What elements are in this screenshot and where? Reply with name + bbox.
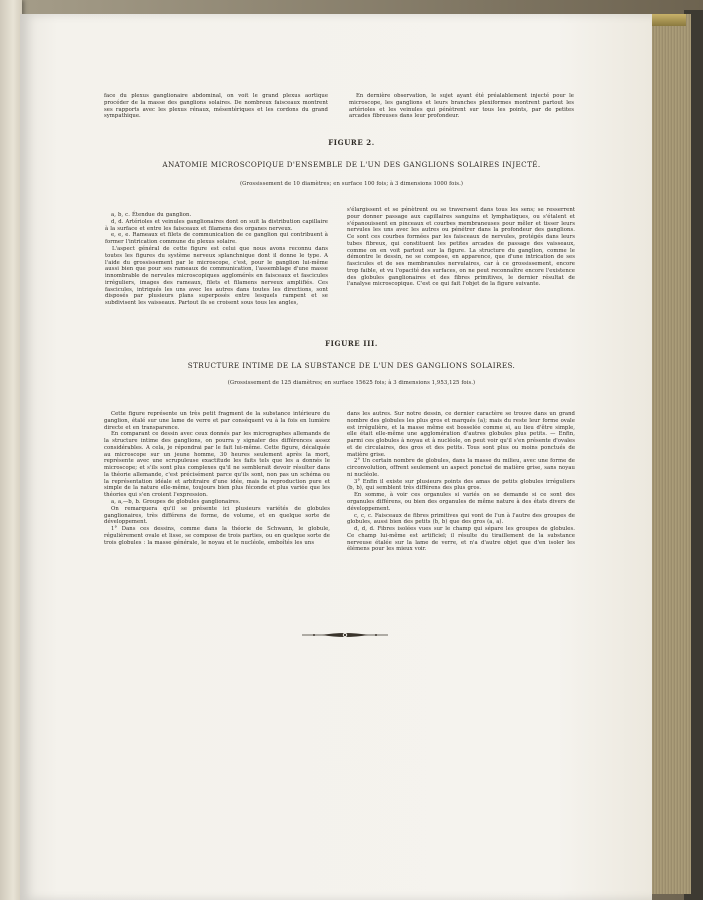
- legend-item: e, e, e. Rameaux et filets de communication de ce ganglion qui contribuent à former l'intrication commune du plexus solaire.: [105, 232, 328, 246]
- paragraph: face du plexus ganglionaire abdominal, on voit le grand plexus aortique procéder de la masse des ganglions solaires. De nombreux faisceaux montrent ses rapports avec les plexus rénaux, mésentériques et les cordons du grand sympathique.: [104, 93, 328, 120]
- ornament-divider-icon: [300, 630, 390, 640]
- paragraph: c, c, c. Faisceaux de fibres primitives qui vont de l'un à l'autre des groupes de globules, aussi bien des petits (b, b) que des gros (a, a).: [347, 512, 575, 526]
- paragraph: En comparant ce dessin avec ceux donnés par les micrographes allemands de la structure intime des ganglions, on pourra y signaler des différences assez considérables. A cela, je répondrai par le fait lui-même. Cette figure, décalquée au microscope sur un jeune homme, 30 heures seulement après la mort, représente avec une scrupuleuse exactitude les faits tels que les a donnés le microscope; et s'ils sont plus complexes qu'il ne semblerait devoir résulter dans la théorie allemande, c'est précisément parce qu'ils sont, non pas un schéma ou la représentation idéale et arbitraire d'une idée, mais la reproduction pure et simple de la nature elle-même, toujours bien plus féconde et plus variée que les théories qui s'en croient l'expression.: [104, 431, 330, 499]
- figure2-right-column: [347, 207, 575, 288]
- paragraph: 1° Dans ces dessins, comme dans la théorie de Schwann, le globule, régulièrement ovale et lisse, se compose de trois parties, ou en quelque sorte de trois globules : la masse générale, le noyau et le nucléole, emboîtés les uns: [104, 526, 330, 546]
- paragraph: Cette figure représente un très petit fragment de la substance intérieure du ganglion, étalé sur une lame de verre et par conséquent vu à la fois en lumière directe et en transparence.: [104, 411, 330, 431]
- paragraph: On remarquera qu'il se présente ici plusieurs variétés de globules ganglionaires, très différens de forme, de volume, et en quelque sorte de développement.: [104, 505, 330, 526]
- paragraph: s'élargissent et se pénètrent ou se traversent dans tous les sens; se resserrent pour donner passage aux capillaires sanguins et lymphatiques, ou s'étalent et s'épanouissent en pinceaux et courbes membraneuses pour mêler et tisser leurs nervules les uns avec les autres ou pénétrer dans la profondeur des ganglions. Ce sont ces courbes formées par les faisceaux de nervules, protégés dans leurs tubes fibreux, qui constituent les petites arcades de passage des vaisseaux, comme on en voit partout sur la figure. La structure du ganglion, comme le démontre le dessin, ne se compose, en apparence, que d'une intrication de ses fascicules et de ses membranules nervulaires, car à ce grossissement, encore trop faible, et vu l'opacité des surfaces, on ne peut reconnaître encore l'existence des globules ganglionaires et des fibres primitives, le dernier résultat de l'analyse microscopique. C'est ce qui fait l'objet de la figure suivante.: [347, 207, 575, 288]
- top-right-column: [349, 93, 574, 120]
- paragraph: 3° Enfin il existe sur plusieurs points des amas de petits globules irréguliers (b, b), qui semblent très différens des plus gros.: [347, 478, 575, 492]
- figure3-title: FIGURE III.: [325, 339, 378, 348]
- paragraph: a, a,—b, b. Groupes de globules ganglionaires.: [111, 498, 241, 505]
- paragraph: dans les autres. Sur notre dessin, ce dernier caractère se trouve dans un grand nombre des globules les plus gros et marqués (a); mais du reste leur forme ovale est irrégulière, et la masse même est bosselée comme si, au lieu d'être simple, elle était elle-même une agglomération d'autres globules plus petits. — Enfin, parmi ces globules à noyau et à nucléole, on peut voir qu'il s'en présente d'ovales et de circulaires, des gros et des petits. Tous sont plus ou moins ponctués de matière grise.: [347, 411, 575, 458]
- facing-page-edge: [0, 0, 22, 900]
- paragraph: En somme, à voir ces organules si variés on se demande si ce sont des organules différens, ou bien des organules de même nature à des états divers de développement.: [347, 492, 575, 512]
- figure2-subtitle: ANATOMIE MICROSCOPIQUE D'ENSEMBLE DE L'UN DES GANGLIONS SOLAIRES INJECTÉ.: [162, 160, 541, 169]
- figure2-left-column: [105, 212, 328, 307]
- legend-item: a, b, c. Étendue du ganglion.: [111, 212, 192, 218]
- legend-item: d, d. Artérioles et veinules ganglionaires dont on suit la distribution capillaire à la surface et entre les faisceaux et filamens des organes nerveux.: [105, 218, 328, 232]
- figure2-magnification: (Grossissement de 10 diamètres; en surface 100 fois; à 3 dimensions 1000 fois.): [239, 181, 464, 187]
- figure3-magnification: (Grossissement de 125 diamètres; en surface 15625 fois; à 3 dimensions 1,953,125 fois.): [227, 380, 476, 386]
- paragraph: L'aspect général de cette figure est celui que nous avons reconnu dans toutes les figures du système nerveux splanchnique dont il donne le type. A l'aide du grossissement par le microscope, c'est, pour le ganglion lui-même aussi bien que pour ses rameaux de communication, l'assemblage d'une masse innombrable de nervules microscopiques agglomérés en faisceaux et fascicules irréguliers, images des rameaux, filets et filamens nerveux amplifiés. Ces fascicules, intriqués les uns avec les autres dans toutes les directions, sont disposés par plusieurs plans superposés entre lesquels rampent et se subdivisent les vaisseaux. Partout ils se croisent sous tous les angles,: [105, 246, 328, 307]
- paragraph: 2° Un certain nombre de globules, dans la masse du milieu, avec une forme de circonvolution, offrent seulement un aspect ponctué de matière grise, sans noyau ni nucléole.: [347, 458, 575, 478]
- figure2-title: FIGURE 2.: [328, 138, 375, 147]
- top-left-column: [104, 93, 328, 120]
- figure3-right-column: [347, 411, 575, 553]
- paragraph: En dernière observation, le sujet ayant été préalablement injecté pour le microscope, les ganglions et leurs branches plexiformes montrent partout les artérioles et les veinules qui pénètrent sur tous les points, par de petites arcades fibreuses dans leur profondeur.: [349, 93, 574, 120]
- figure3-left-column: [104, 411, 330, 546]
- gilt-edge: [650, 14, 686, 26]
- paragraph: d, d, d. Fibres isolées vues sur le champ qui sépare les groupes de globules. Ce champ lui-même est artificiel; il résulte du tiraillement de la substance nerveuse étalée sur la lame de verre, et n'a d'autre objet que d'en isoler les élémens pour les mieux voir.: [347, 526, 575, 553]
- figure3-subtitle: STRUCTURE INTIME DE LA SUBSTANCE DE L'UN DES GANGLIONS SOLAIRES.: [187, 361, 516, 370]
